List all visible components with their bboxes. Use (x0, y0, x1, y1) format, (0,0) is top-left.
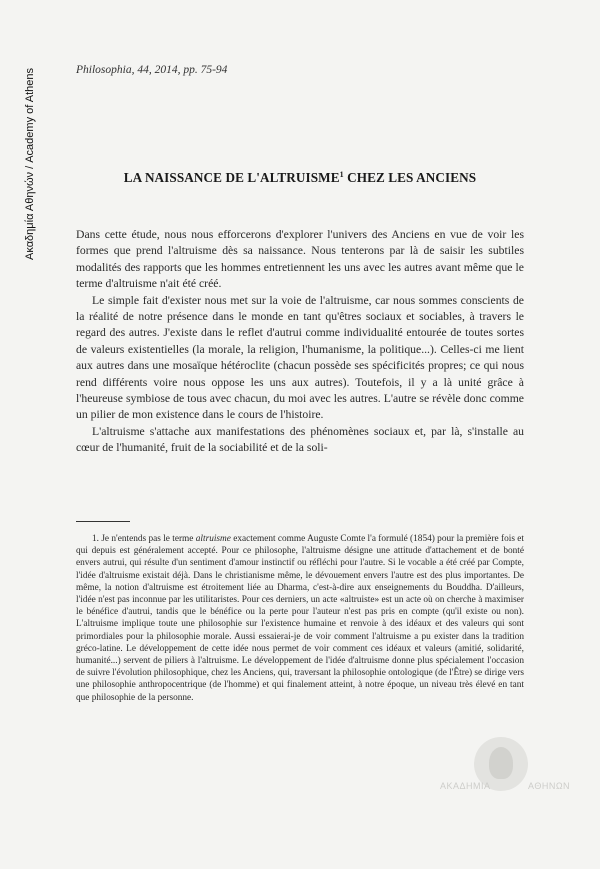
archive-stamp (10, 40, 36, 260)
footnote-text: exactement comme Auguste Comte l'a formulé (1854) pour la première fois et qui depuis est généralement accepté. Pour ce philosophe, l'altruisme désigne une attitude d'attachement et de bonté envers autrui, qui résulte d'un sentiment d'amour instinctif ou réfléchi pour l'autre. Si le vocable a été créé par Compte, l'idée d'altruisme existait déjà. Dans le christianisme même, le dévouement envers l'autre est des plus importantes. De même, la notion d'altruisme est étroitement liée au Dharma, c'est-à-dire aux enseignements du Bouddha. D'ailleurs, l'idée n'est pas inconnue par les utilitaristes. Pour ces derniers, un acte «altruiste» est un acte où on cherche à maximiser le bénéfice d'autrui, tandis que le bénéfice ou la perte pour l'auteur n'est pas pris en compte (qu'il existe ou non). L'altruisme implique toute une philosophie sur l'existence humaine et renvoie à des idéaux et des valeurs qui sont primordiales pour la philosophie morale. Aussi essaierai-je de voir comment l'altruisme a pu exister dans la tradition gréco-latine. Le développement de cette idée nous permet de voir comment ces idéaux et valeurs (amitié, solidarité, humanité...) servent de piliers à l'altruisme. Le développement de l'idée d'altruisme donne plus spécialement l'occasion de suivre l'évolution philosophique, chez les Anciens, qui, traversant la philosophie ontologique (de l'Être) se dirige vers une philosophie anthropocentrique (de l'homme) et qui finalement atteint, à notre époque, un niveau très élevé en tant que philosophie de la personne. (76, 534, 524, 703)
archive-stamp-text: Ακαδημία Αθηνών / Academy of Athens (24, 67, 36, 260)
paragraph-3: L'altruisme s'attache aux manifestations des phénomènes sociaux et, par là, s'installe au cœur de l'humanité, fruit de la sociabilité et de la soli- (76, 424, 524, 455)
paragraph-1: Dans cette étude, nous nous efforcerons d'explorer l'univers des Anciens en vue de voir les formes que prend l'altruisme dès sa naissance. Nous tenterons par là de saisir les subtiles modalités des rapports que les hommes entretiennent les uns avec les autres avant même que le terme d'altruisme n'ait été créé. (76, 228, 524, 291)
journal-reference: Philosophia, 44, 2014, pp. 75-94 (76, 64, 228, 76)
footnote-marker[interactable]: 1 (339, 170, 344, 179)
footnote-term: altruisme (195, 534, 231, 544)
watermark-right-text: ΑΘΗΝΩΝ (528, 781, 571, 791)
footnote-intro: 1. Je n'entends pas le terme (92, 534, 196, 544)
title-rest: CHEZ LES ANCIENS (343, 170, 477, 185)
academy-watermark (426, 737, 576, 807)
watermark-left-text: ΑΚΑΔΗΜΙΑ (440, 781, 491, 791)
article-body (76, 227, 524, 457)
title-main: LA NAISSANCE DE L'ALTRUISME (123, 170, 340, 185)
paragraph-2: Le simple fait d'exister nous met sur la voie de l'altruisme, car nous sommes conscients de la réalité de notre présence dans le monde en tant qu'êtres sociaux et sociables, à travers le regard des autres. J'existe dans le reflet d'autrui comme individualité entourée de toutes sortes de valeurs existentielles (la morale, la religion, l'humanisme, la politique...). Celles-ci me lient aux autres dans une mosaïque hétéroclite (chacun possède ses spécificités propres; ce qui nous rend différents voire nous oppose les uns aux autres). Toutefois, il y a là unité grâce à l'heureuse symbiose de tous avec chacun, du moi avec les autres. L'autre se révèle donc comme un pilier de mon existence dans le cours de l'histoire. (76, 293, 524, 422)
footnote-divider (76, 521, 130, 522)
article-title (76, 170, 524, 186)
footnote-1 (76, 533, 524, 704)
